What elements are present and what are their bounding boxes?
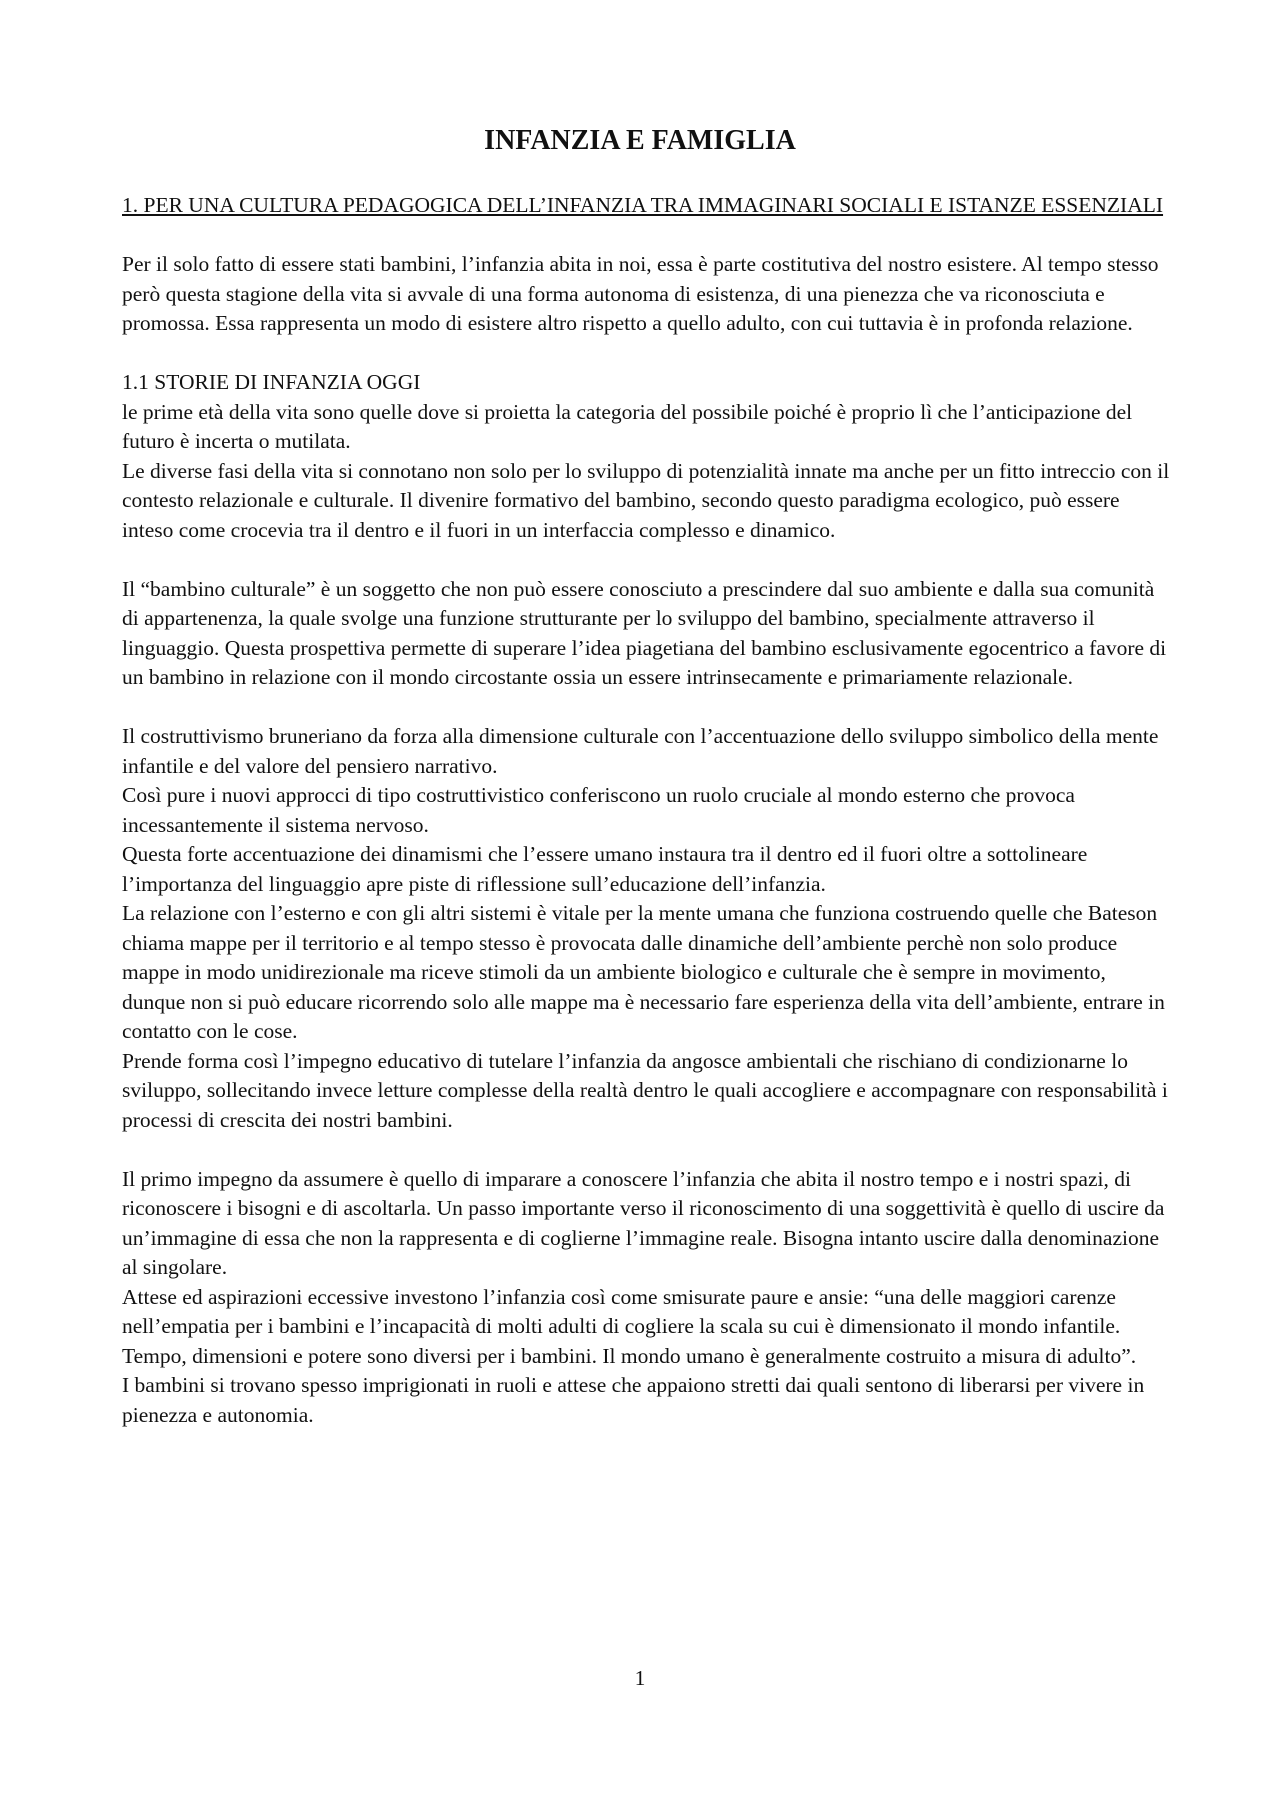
body-paragraph: le prime età della vita sono quelle dove si proietta la categoria del possibile poiché è proprio lì che l’anticipazione del futuro è incerta o mutilata. [122, 399, 1133, 453]
body-paragraph: Attese ed aspirazioni eccessive investono l’infanzia così come smisurate paure e ansie: “una delle maggiori carenze nell’empatia per i bambini e l’incapacità di molti adulti di cogliere la scala su cui è dimensionato il mondo infantile. Tempo, dimensioni e potere sono diversi per i bambini. Il mondo umano è generalmente costruito a misura di adulto”. [122, 1284, 1137, 1368]
body-paragraph: Prende forma così l’impegno educativo di tutelare l’infanzia da angosce ambientali che rischiano di condizionarne lo sviluppo, sollecitando invece letture complesse della realtà dentro le quali accogliere e accompagnare con responsabilità i processi di crescita dei nostri bambini. [122, 1048, 1168, 1132]
body-paragraph: Il costruttivismo bruneriano da forza alla dimensione culturale con l’accentuazione dello sviluppo simbolico della mente infantile e del valore del pensiero narrativo. [122, 724, 1159, 778]
paragraph-spacer [122, 221, 1172, 251]
body-paragraph: Così pure i nuovi approcci di tipo costruttivistico conferiscono un ruolo cruciale al mondo esterno che provoca incessantemente il sistema nervoso. [122, 783, 1075, 837]
body-paragraph: Questa forte accentuazione dei dinamismi che l’essere umano instaura tra il dentro ed il fuori oltre a sottolineare l’importanza del linguaggio apre piste di riflessione sull’educazione dell’infanzia. [122, 842, 1088, 896]
body-paragraph: I bambini si trovano spesso imprigionati in ruoli e attese che appaiono stretti dai quali sentono di liberarsi per vivere in pienezza e autonomia. [122, 1373, 1145, 1427]
paragraph-spacer [122, 545, 1172, 575]
page-number: 1 [634, 1666, 646, 1690]
intro-paragraph: Per il solo fatto di essere stati bambini, l’infanzia abita in noi, essa è parte costitutiva del nostro esistere. Al tempo stesso però questa stagione della vita si avvale di una forma autonoma di esistenza, di una pienezza che va riconosciuta e promossa. Essa rappresenta un modo di esistere altro rispetto a quello adulto, con cui tuttavia è in profonda relazione. [122, 252, 1159, 335]
body-paragraph: Le diverse fasi della vita si connotano non solo per lo sviluppo di potenzialità innate ma anche per un fitto intreccio con il contesto relazionale e culturale. Il divenire formativo del bambino, secondo questo paradigma ecologico, può essere inteso come crocevia tra il dentro e il fuori in un interfaccia complesso e dinamico. [122, 458, 1170, 542]
subsection-heading: 1.1 STORIE DI INFANZIA OGGI [122, 370, 421, 394]
paragraph-spacer [122, 339, 1172, 369]
body-paragraph: Il primo impegno da assumere è quello di imparare a conoscere l’infanzia che abita il nostro tempo e i nostri spazi, di riconoscere i bisogni e di ascoltarla. Un passo importante verso il riconoscimento di una soggettività è quello di uscire da un’immagine di essa che non la rappresenta e di coglierne l’immagine reale. Bisogna intanto uscire dalla denominazione al singolare. [122, 1166, 1165, 1279]
body-paragraph: Il “bambino culturale” è un soggetto che non può essere conosciuto a prescindere dal suo ambiente e dalla sua comunità di appartenenza, la quale svolge una funzione strutturante per lo sviluppo del bambino, specialmente attraverso il linguaggio. Questa prospettiva permette di superare l’idea piagetiana del bambino esclusivamente egocentrico a favore di un bambino in relazione con il mondo circostante ossia un essere intrinsecamente e primariamente relazionale. [122, 576, 1167, 689]
document-body [122, 191, 1172, 1430]
paragraph-spacer [122, 693, 1172, 723]
section-heading: 1. PER UNA CULTURA PEDAGOGICA DELL’INFANZIA TRA IMMAGINARI SOCIALI E ISTANZE ESSENZIALI [122, 193, 1164, 217]
document-title: INFANZIA E FAMIGLIA [484, 125, 796, 156]
paragraph-spacer [122, 1135, 1172, 1165]
body-paragraph: La relazione con l’esterno e con gli altri sistemi è vitale per la mente umana che funziona costruendo quelle che Bateson chiama mappe per il territorio e al tempo stesso è provocata dalle dinamiche dell’ambiente perchè non solo produce mappe in modo unidirezionale ma riceve stimoli da un ambiente biologico e culturale che è sempre in movimento, dunque non si può educare ricorrendo solo alle mappe ma è necessario fare esperienza della vita dell’ambiente, entrare in contatto con le cose. [122, 901, 1165, 1043]
